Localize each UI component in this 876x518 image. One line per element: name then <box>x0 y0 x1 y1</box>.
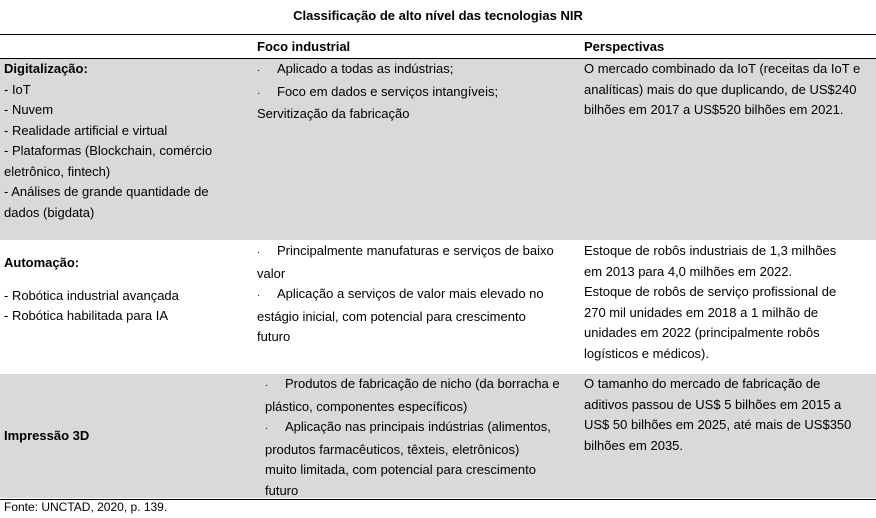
header-perspectivas: Perspectivas <box>584 39 665 54</box>
perspective-text: O mercado combinado da IoT (receitas da IoT e <box>584 61 861 76</box>
perspective-text: analíticas) mais do que duplicando, de US$240 <box>584 81 857 97</box>
focus-text: Aplicação a serviços de valor mais elevado no <box>277 286 544 301</box>
category-label: Digitalização: <box>4 61 88 76</box>
perspective-text: Estoque de robôs industriais de 1,3 milhões <box>584 243 837 258</box>
category-item: - IoT <box>4 81 31 97</box>
table-title: Classificação de alto nível das tecnologias NIR <box>293 8 583 23</box>
focus-text: Produtos de fabricação de nicho (da borracha e <box>285 376 560 391</box>
perspective-text: bilhões em 2035. <box>584 437 684 453</box>
focus-item <box>265 417 580 440</box>
category-item: - Análises de grande quantidade de <box>4 184 209 199</box>
table-row-digitalizacao <box>0 59 876 241</box>
focus-item <box>257 82 572 105</box>
category-label: Automação: <box>4 255 80 270</box>
focus-text: valor <box>257 265 286 281</box>
focus-item: Servitização da fabricação <box>257 106 410 121</box>
focus-cell <box>265 374 580 501</box>
bullet-icon: · <box>257 247 261 258</box>
focus-text: produtos farmacêuticos, têxteis, eletrônicos) <box>265 441 520 457</box>
technology-table <box>0 34 876 500</box>
focus-text: muito limitada, com potencial para crescimento <box>265 462 536 477</box>
bullet-icon: · <box>257 87 261 99</box>
header-foco-industrial: Foco industrial <box>257 39 351 54</box>
perspective-text: em 2013 para 4,0 milhões em 2022. <box>584 263 793 279</box>
bullet-icon: · <box>265 380 269 391</box>
focus-text: plástico, componentes específicos) <box>265 398 468 414</box>
category-cell <box>4 426 244 447</box>
focus-text: Aplicação nas principais indústrias (alimentos, <box>285 419 551 434</box>
focus-cell <box>257 241 572 348</box>
perspective-text: bilhões em 2017 a US$520 bilhões em 2021. <box>584 102 844 117</box>
focus-cell <box>257 59 572 125</box>
table-row-automacao <box>0 241 876 374</box>
spacer <box>4 274 244 286</box>
perspective-text: unidades em 2022 (principalmente robôs <box>584 325 820 340</box>
bullet-icon: · <box>257 290 261 301</box>
focus-item <box>265 374 580 397</box>
category-item: - Robótica habilitada para IA <box>4 308 169 323</box>
perspective-text: logísticos e médicos). <box>584 345 709 361</box>
perspective-cell <box>584 241 874 364</box>
perspective-cell <box>584 59 874 121</box>
focus-text: futuro <box>265 482 299 498</box>
perspective-text: Estoque de robôs de serviço profissional de <box>584 284 837 299</box>
table-row-impressao-3d <box>0 374 876 499</box>
category-item: - Realidade artificial e virtual <box>4 122 168 138</box>
category-item: eletrônico, fintech) <box>4 163 111 179</box>
focus-item <box>257 241 572 264</box>
perspective-text: aditivos passou de US$ 5 bilhões em 2015 a <box>584 396 842 412</box>
perspective-text: O tamanho do mercado de fabricação de <box>584 376 821 391</box>
category-item: - Plataformas (Blockchain, comércio <box>4 143 213 158</box>
perspective-text: 270 mil unidades em 2018 a 1 milhão de <box>584 304 819 320</box>
focus-text: Principalmente manufaturas e serviços de baixo <box>277 243 554 258</box>
category-cell <box>4 59 244 223</box>
focus-text: Aplicado a todas as indústrias; <box>277 61 454 76</box>
source-note: Fonte: UNCTAD, 2020, p. 139. <box>4 500 168 514</box>
table-header-row <box>0 35 876 59</box>
focus-item <box>257 59 572 82</box>
category-item: - Robótica industrial avançada <box>4 287 179 303</box>
category-cell <box>4 253 244 327</box>
focus-text: futuro <box>257 329 291 344</box>
category-label: Impressão 3D <box>4 428 90 443</box>
category-item: - Nuvem <box>4 102 54 117</box>
perspective-cell <box>584 374 874 456</box>
perspective-text: US$ 50 bilhões em 2025, até mais de US$350 <box>584 417 852 432</box>
bullet-icon: · <box>257 65 261 76</box>
focus-item <box>257 284 572 307</box>
bullet-icon: · <box>265 423 269 434</box>
focus-text: Foco em dados e serviços intangíveis; <box>277 83 499 99</box>
focus-text: estágio inicial, com potencial para crescimento <box>257 308 526 324</box>
category-item: dados (bigdata) <box>4 204 95 220</box>
